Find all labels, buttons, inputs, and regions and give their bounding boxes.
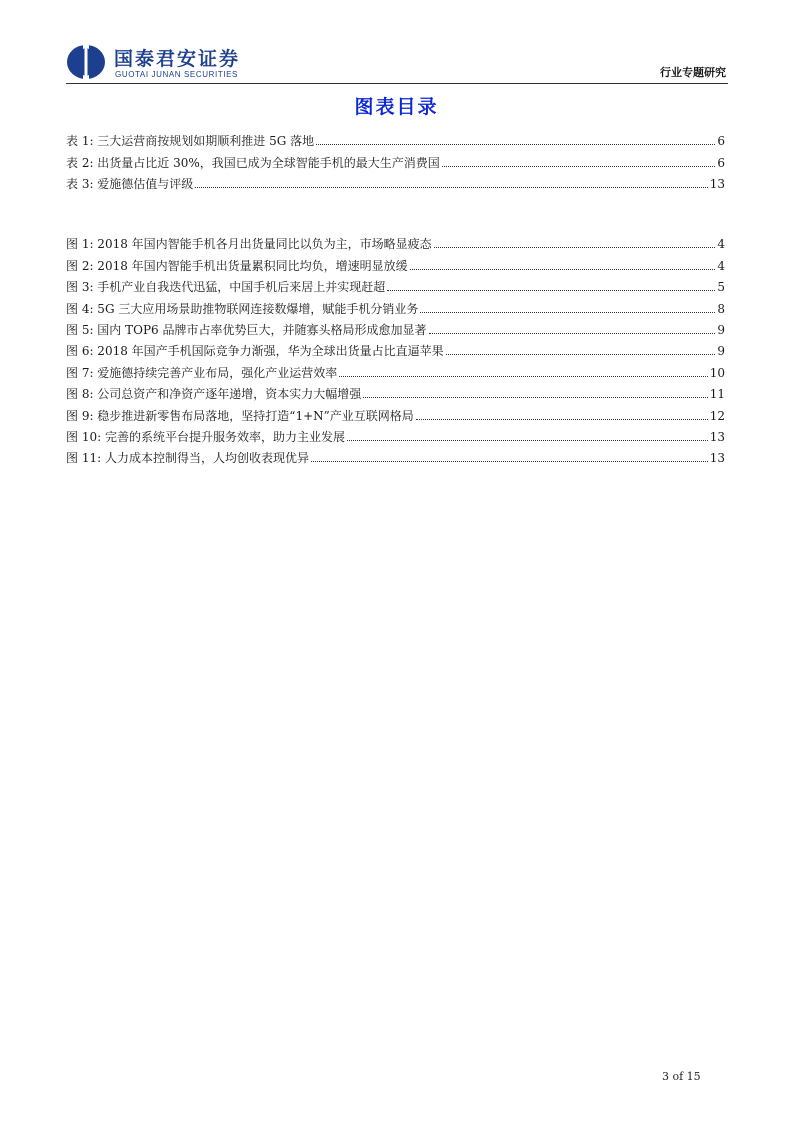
toc-entry-page: 6 [717,155,725,170]
toc-entry-label: 图 2: 2018 年国内智能手机出货量累积同比均负，增速明显放缓 [66,258,408,273]
toc-entry-label: 图 3: 手机产业自我迭代迅猛，中国手机后来居上并实现赶超 [66,280,386,295]
toc-entry-figure-1[interactable] [66,230,725,251]
page-header [66,40,728,84]
toc-title: 图表目录 [354,96,439,118]
toc-entry-figure-5[interactable] [66,316,725,337]
toc-entry-figure-8[interactable] [66,380,725,401]
dot-leader [429,333,716,334]
toc-entry-figure-4[interactable] [66,294,725,315]
dot-leader [420,312,715,313]
toc-entry-label: 图 9: 稳步推进新零售布局落地，坚持打造“1+N”产业互联网格局 [66,408,414,423]
toc-entry-label: 图 11: 人力成本控制得当，人均创收表现优异 [66,451,309,466]
toc-entry-label: 表 3: 爱施德估值与评级 [66,177,194,192]
toc-entry-label: 图 7: 爱施德持续完善产业布局，强化产业运营效率 [66,365,338,380]
toc-entry-figure-9[interactable] [66,401,725,422]
toc-entry-page: 13 [709,451,725,466]
toc-entry-label: 表 2: 出货量占比近 30%，我国已成为全球智能手机的最大生产消费国 [66,155,440,170]
toc-entry-table-3[interactable] [66,170,725,191]
company-name-cn: 国泰君安证券 [114,48,241,70]
toc-entry-figure-7[interactable] [66,358,725,379]
toc-entry-page: 13 [709,177,725,192]
company-name-en: GUOTAI JUNAN SECURITIES [115,70,238,79]
toc-entry-label: 图 8: 公司总资产和净资产逐年递增，资本实力大幅增强 [66,387,362,402]
toc-entry-page: 9 [717,344,725,359]
toc-entry-table-1[interactable] [66,127,725,148]
toc-entry-figure-2[interactable] [66,251,725,272]
logo-emblem-icon [66,44,106,80]
dot-leader [316,144,715,145]
toc-entry-label: 图 5: 国内 TOP6 品牌市占率优势巨大，并随寡头格局形成愈加显著 [66,322,427,337]
report-type: 行业专题研究 [660,66,726,79]
toc-entry-page: 11 [709,387,725,402]
toc-entry-page: 6 [717,134,725,149]
dot-leader [410,269,716,270]
table-list [66,127,725,191]
toc-entry-page: 13 [709,429,725,444]
dot-leader [446,354,716,355]
dot-leader [347,440,708,441]
toc-entry-label: 图 1: 2018 年国内智能手机各月出货量同比以负为主，市场略显疲态 [66,237,432,252]
dot-leader [311,461,708,462]
dot-leader [387,290,715,291]
header-divider [66,83,728,84]
dot-leader [195,187,707,188]
toc-entry-figure-11[interactable] [66,444,725,465]
toc-entry-page: 8 [717,301,725,316]
toc-entry-label: 图 6: 2018 年国产手机国际竞争力渐强，华为全球出货量占比直逼苹果 [66,344,444,359]
dot-leader [434,247,716,248]
toc-entry-label: 表 1: 三大运营商按规划如期顺利推进 5G 落地 [66,134,315,149]
toc-entry-label: 图 10: 完善的系统平台提升服务效率，助力主业发展 [66,429,345,444]
toc-entry-label: 图 4: 5G 三大应用场景助推物联网连接数爆增，赋能手机分销业务 [66,301,419,316]
company-logo [66,44,286,82]
toc-entry-table-2[interactable] [66,148,725,169]
dot-leader [442,166,716,167]
toc-entry-page: 9 [717,322,725,337]
toc-entry-figure-10[interactable] [66,423,725,444]
figure-list [66,230,725,465]
toc-entry-page: 10 [709,365,725,380]
toc-entry-figure-3[interactable] [66,273,725,294]
toc-entry-page: 12 [709,408,725,423]
page-number: 3 of 15 [662,1070,701,1083]
toc-entry-page: 4 [717,258,725,273]
toc-entry-figure-6[interactable] [66,337,725,358]
toc-entry-page: 5 [717,280,725,295]
dot-leader [339,376,707,377]
toc-entry-page: 4 [717,237,725,252]
dot-leader [416,419,708,420]
dot-leader [363,397,707,398]
